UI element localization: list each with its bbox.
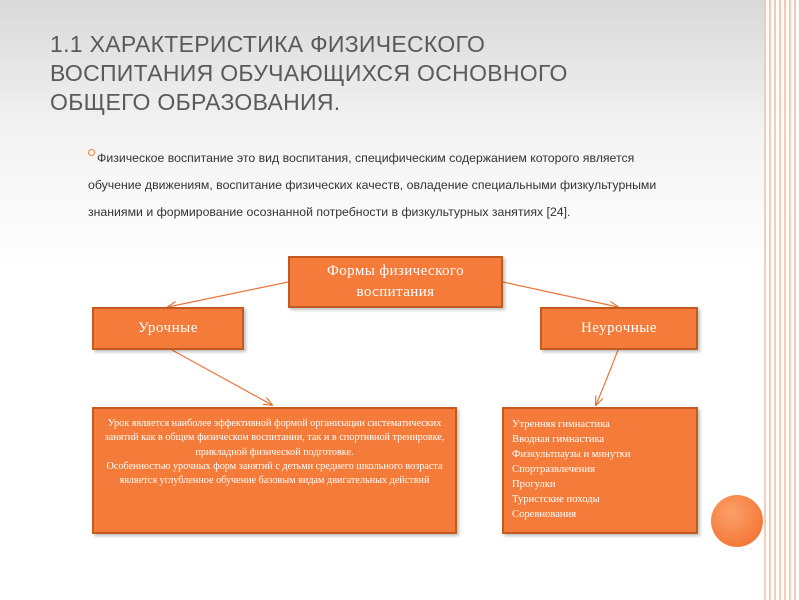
list-item: Соревнования	[512, 509, 577, 520]
lesson-description-1: Урок является наиболее эффективной формой организации систематических занятий как в общем физическом воспитании, так и в спортивной тренировке, прикладной физической подготовке.	[104, 418, 445, 458]
list-item: Вводная гимнастика	[512, 434, 605, 445]
nonlesson-forms-box: Неурочные	[540, 307, 698, 350]
nonlesson-list-box	[502, 407, 698, 534]
forms-root-box: Формы физического воспитания	[288, 256, 503, 308]
arrow-root-to-nonlesson	[503, 282, 618, 307]
arrow-lesson-to-description	[172, 350, 272, 405]
list-item: Спортразвлечения	[512, 464, 595, 475]
list-item: Утренняя гимнастика	[512, 419, 610, 430]
decorative-circle	[711, 495, 763, 547]
arrow-nonlesson-to-list	[596, 350, 618, 405]
definition-text: Физическое воспитание это вид воспитания, специфическим содержанием которого является обучение движениям, воспитание физических качеств, овладение специальными физкультурными знаниями и формирование осознанной потребности в физкультурных занятиях [24].	[88, 151, 657, 219]
lesson-description-2: Особенностью урочных форм занятий с детьми среднего школьного возраста является углубленное обучение базовым видам двигательных действий	[106, 460, 443, 487]
arrow-root-to-lesson	[168, 282, 288, 307]
lesson-forms-box: Урочные	[92, 307, 244, 350]
slide-title: 1.1 ХАРАКТЕРИСТИКА ФИЗИЧЕСКОГО ВОСПИТАНИЯ ОБУЧАЮЩИХСЯ ОСНОВНОГО ОБЩЕГО ОБРАЗОВАНИЯ.	[50, 31, 568, 115]
lesson-description-box	[92, 407, 457, 534]
list-item: Прогулки	[512, 479, 556, 490]
list-item: Туристские походы	[512, 494, 600, 505]
list-item: Физкультпаузы и минутки	[512, 449, 631, 460]
